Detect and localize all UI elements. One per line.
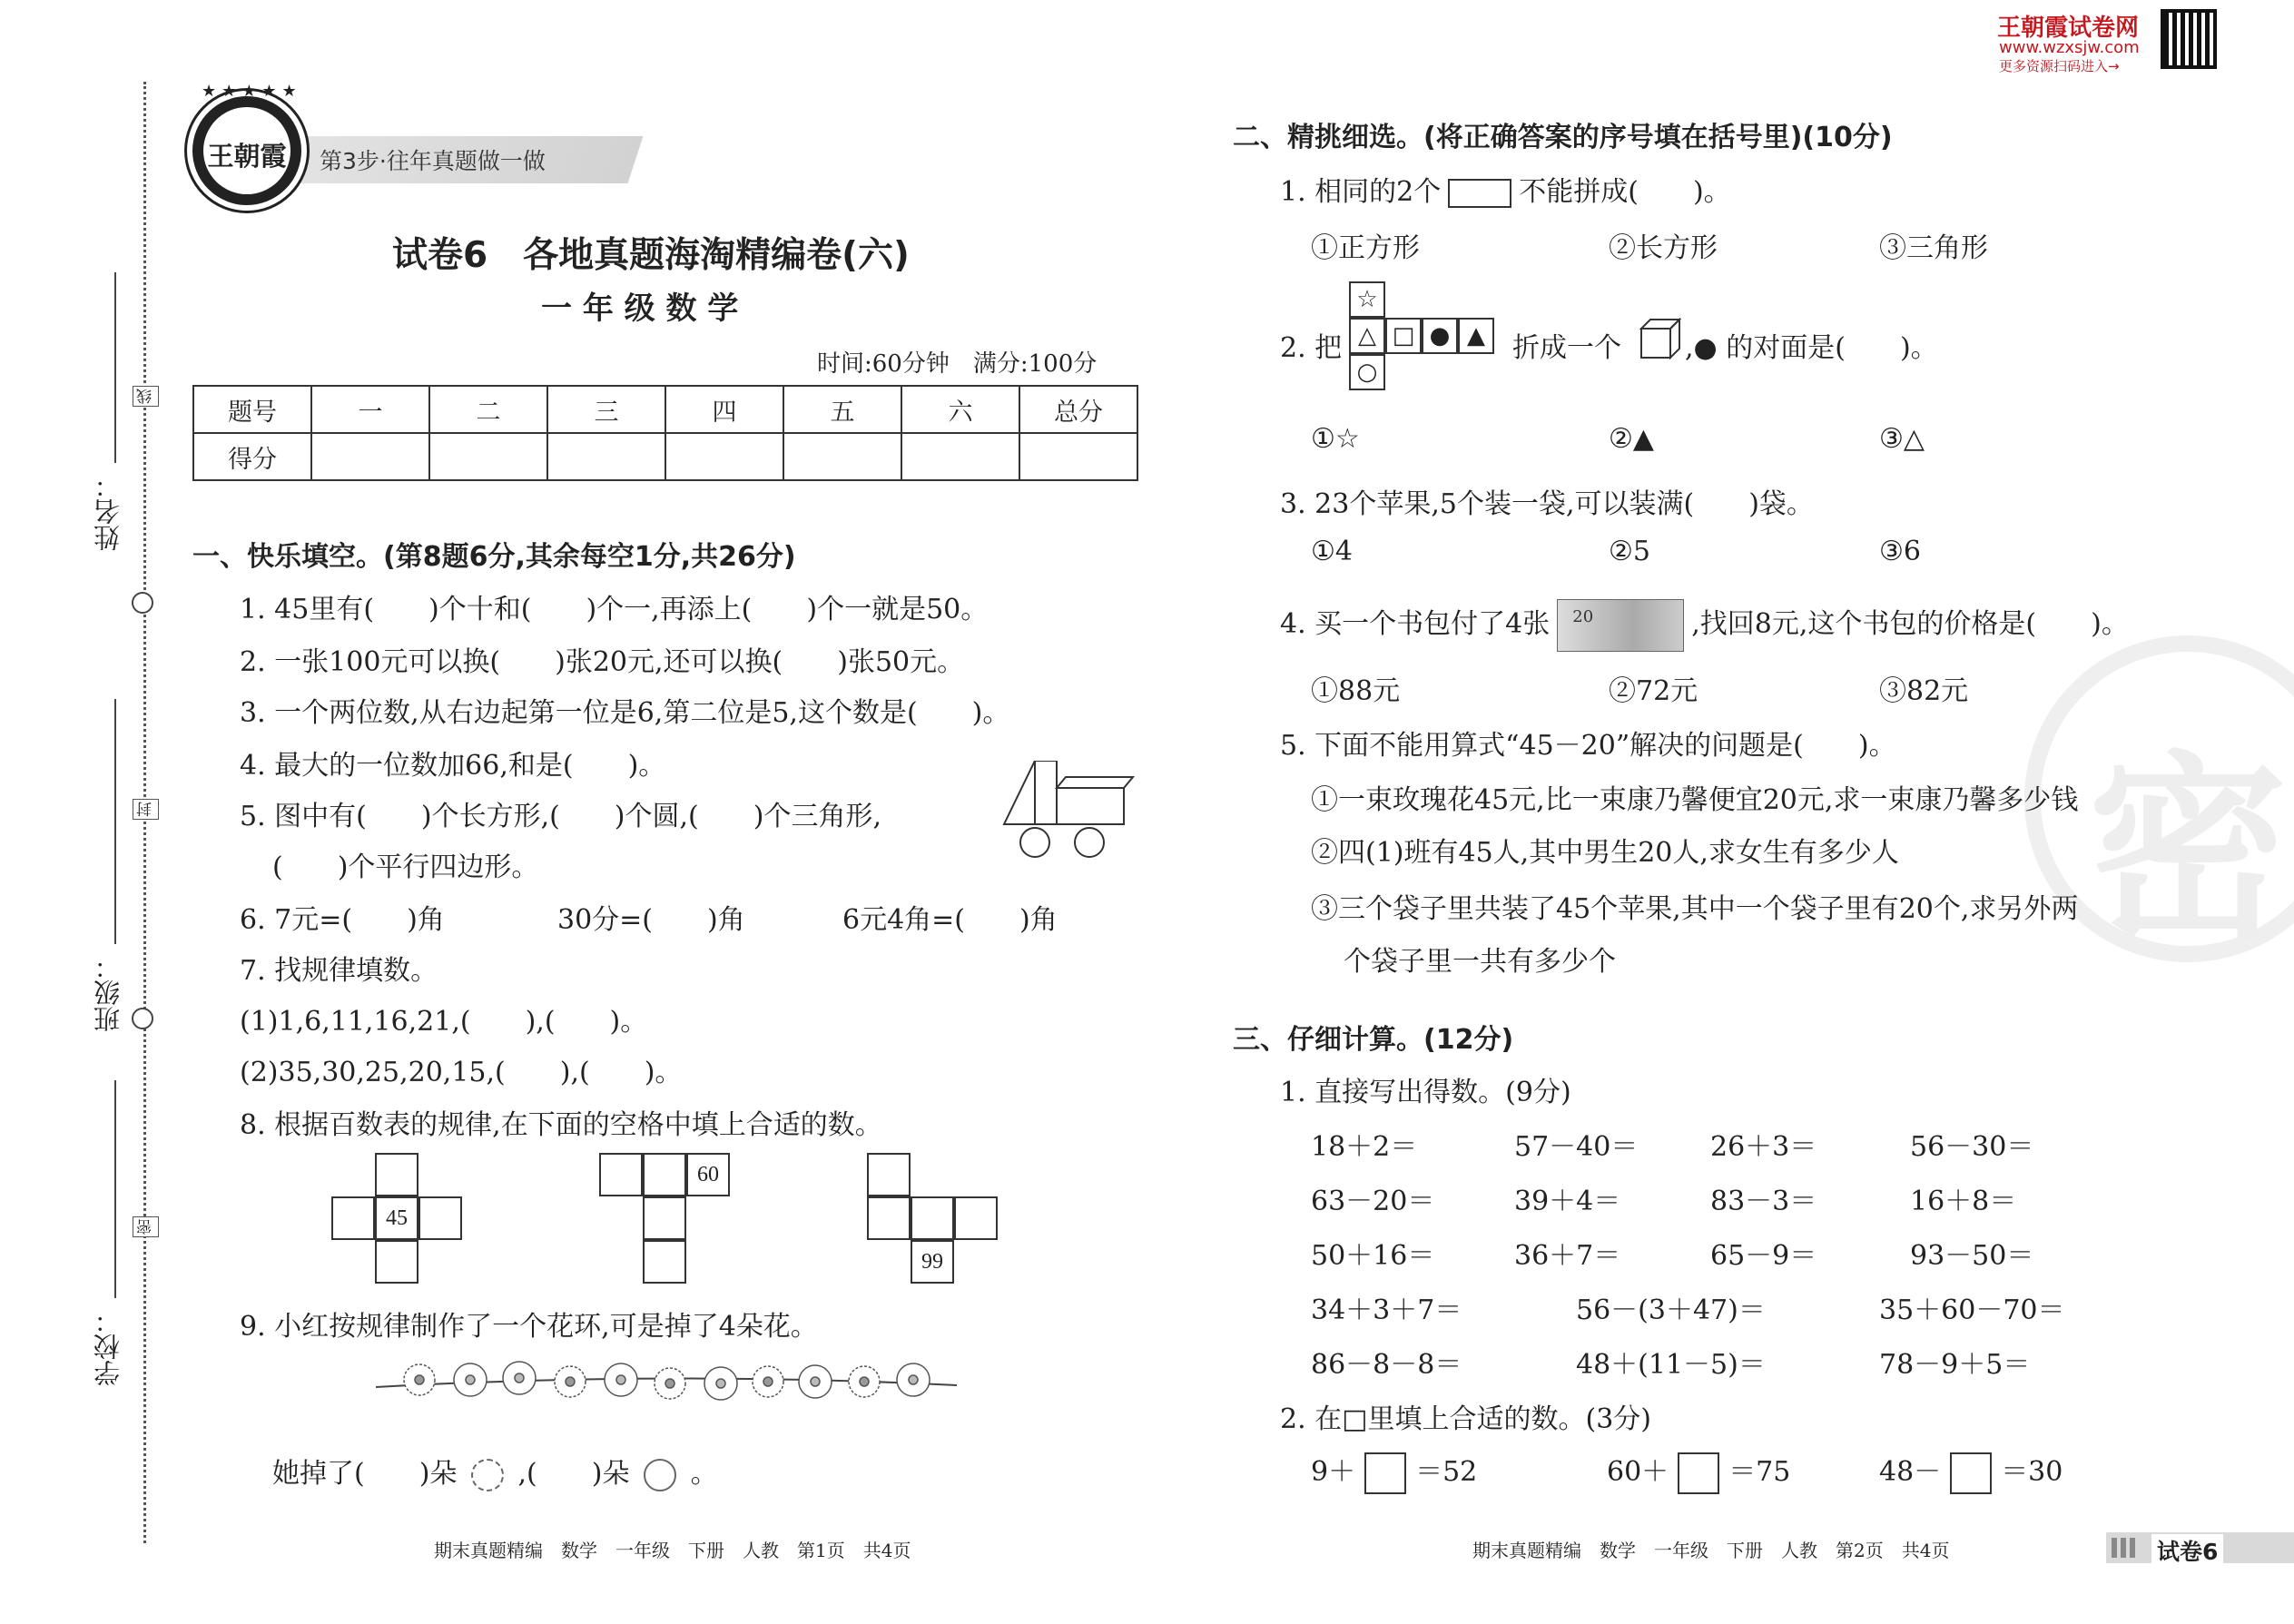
s1-q8: 8. 根据百数表的规律,在下面的空格中填上合适的数。: [240, 1109, 882, 1141]
net-face-triangle: △: [1349, 318, 1385, 354]
s2-q3-opt2[interactable]: ②5: [1609, 536, 1650, 567]
s2-q5-opt3a[interactable]: ③三个袋子里共装了45个苹果,其中一个袋子里有20个,求另外两: [1311, 893, 2079, 925]
name-label: 姓名：: [93, 472, 123, 551]
s1-q9-answer-b: ,( )朵: [517, 1458, 630, 1490]
step-label: 第3步·往年真题做一做: [320, 148, 546, 174]
s1-q5b: ( )个平行四边形。: [272, 851, 539, 883]
score-cell: 题号: [193, 386, 311, 433]
calc-item: 48＋(11－5)＝: [1576, 1349, 1766, 1381]
s2-q5-opt2[interactable]: ②四(1)班有45人,其中男生20人,求女生有多少人: [1311, 837, 1899, 869]
logo-text: 王朝霞: [207, 141, 287, 172]
s2-q4-opt3[interactable]: ③82元: [1879, 675, 1969, 707]
answer-box[interactable]: [1950, 1452, 1992, 1494]
footer-left: 期末真题精编 数学 一年级 下册 人教 第1页 共4页: [434, 1540, 911, 1561]
watermark-char: 密: [2088, 734, 2289, 967]
score-cell: 六: [901, 386, 1019, 433]
s2-q4: [1280, 599, 2129, 652]
calc-item: 16＋8＝: [1910, 1186, 2017, 1217]
s2-q4-opt2[interactable]: ②72元: [1609, 675, 1698, 707]
score-table: [192, 385, 1138, 481]
s3-q2: 2. 在□里填上合适的数。(3分): [1280, 1403, 1651, 1435]
s1-q2: 2. 一张100元可以换( )张20元,还可以换( )张50元。: [240, 646, 965, 678]
s1-q1: 1. 45里有( )个十和( )个一,再添上( )个一就是50。: [240, 594, 989, 625]
dotted-flower-icon: [471, 1459, 504, 1491]
binding-circle: [132, 592, 153, 614]
s2-q4-a: 4. 买一个书包付了4张: [1280, 608, 1551, 640]
flower-garland: [376, 1353, 957, 1411]
score-cell: 五: [783, 386, 901, 433]
score-cell: 二: [429, 386, 547, 433]
paper-title: 试卷6 各地真题海淘精编卷(六): [392, 235, 910, 276]
s2-q2-b: 折成一个: [1512, 332, 1621, 364]
brand-sub: 更多资源扫码进入→: [1999, 58, 2120, 74]
brand-url: www.wzxsjw.com: [1999, 38, 2140, 57]
score-input[interactable]: [547, 433, 665, 480]
net-face-dot: ●: [1422, 318, 1458, 354]
grid-blank[interactable]: [418, 1196, 462, 1240]
banknote-value: 20: [1572, 607, 1594, 626]
calc-item: 56－(3＋47)＝: [1576, 1294, 1766, 1326]
s2-q4-b: ,找回8元,这个书包的价格是( )。: [1691, 608, 2129, 640]
fill-post: ＝30: [2001, 1456, 2063, 1488]
net-face-star: ☆: [1349, 281, 1385, 318]
s1-q7-2: (2)35,30,25,20,15,( ),( )。: [240, 1057, 683, 1088]
s1-q9-answer: [272, 1451, 718, 1491]
seal-char-mi: 密: [133, 1216, 159, 1237]
grid-blank[interactable]: [375, 1240, 418, 1284]
grid-blank[interactable]: [867, 1153, 911, 1196]
fill-item: [1879, 1449, 2063, 1494]
calc-item: 39＋4＝: [1514, 1186, 1621, 1217]
grid-blank[interactable]: [911, 1196, 954, 1240]
score-table-score-row: [193, 433, 1137, 480]
s1-q9-answer-c: 。: [690, 1458, 718, 1490]
score-input[interactable]: [783, 433, 901, 480]
score-cell: 三: [547, 386, 665, 433]
calc-item: 56－30＝: [1910, 1131, 2034, 1163]
s2-q5: 5. 下面不能用算式“45－20”解决的问题是( )。: [1280, 730, 1896, 762]
s2-q2-opt3[interactable]: ③△: [1879, 423, 1925, 455]
fill-item: [1607, 1449, 1790, 1494]
s1-q9-answer-a: 她掉了( )朵: [272, 1458, 458, 1490]
time-info: 时间:60分钟 满分:100分: [817, 350, 1098, 378]
score-cell: 总分: [1019, 386, 1137, 433]
calc-item: 65－9＝: [1710, 1240, 1817, 1272]
grid-blank[interactable]: [643, 1196, 686, 1240]
paper-tag: 试卷6: [2151, 1534, 2223, 1567]
score-input[interactable]: [665, 433, 783, 480]
score-input[interactable]: [901, 433, 1019, 480]
s2-q3: 3. 23个苹果,5个装一袋,可以装满( )袋。: [1280, 488, 1814, 520]
s1-q6c: 6元4角=( )角: [842, 904, 1058, 936]
grid-blank[interactable]: [867, 1196, 911, 1240]
s1-q6a: 6. 7元=( )角: [240, 904, 445, 936]
binding-circle: [132, 1008, 153, 1029]
calc-item: 35＋60－70＝: [1879, 1294, 2065, 1326]
fill-post: ＝75: [1728, 1456, 1791, 1488]
brand-site-name: 王朝霞试卷网: [1997, 15, 2140, 42]
s2-q5-opt1[interactable]: ①一束玫瑰花45元,比一束康乃馨便宜20元,求一束康乃馨多少钱: [1311, 784, 2079, 816]
banknote-icon: [1557, 599, 1684, 652]
grid-blank[interactable]: [331, 1196, 375, 1240]
s1-q9: 9. 小红按规律制作了一个花环,可是掉了4朵花。: [240, 1311, 818, 1343]
grid-blank[interactable]: [643, 1153, 686, 1196]
s1-q7-1: (1)1,6,11,16,21,( ),( )。: [240, 1006, 648, 1038]
grid-blank[interactable]: [643, 1240, 686, 1284]
calc-item: 50＋16＝: [1311, 1240, 1435, 1272]
score-input[interactable]: [1019, 433, 1137, 480]
s2-q5-opt3b: 个袋子里一共有多少个: [1344, 946, 1616, 978]
fill-post: ＝52: [1415, 1456, 1478, 1488]
class-label: 班级：: [93, 953, 123, 1032]
fill-pre: 60＋: [1607, 1456, 1669, 1488]
calc-item: 36＋7＝: [1514, 1240, 1621, 1272]
paper-subtitle: 一 年 级 数 学: [541, 290, 739, 327]
s1-q3: 3. 一个两位数,从右边起第一位是6,第二位是5,这个数是( )。: [240, 697, 1010, 729]
grid-given: 60: [686, 1153, 730, 1196]
calc-item: 93－50＝: [1910, 1240, 2034, 1272]
answer-box[interactable]: [1364, 1452, 1406, 1494]
fill-pre: 48－: [1879, 1456, 1942, 1488]
s2-q3-opt3[interactable]: ③6: [1879, 536, 1921, 567]
calc-item: 26＋3＝: [1710, 1131, 1817, 1163]
s2-q1: [1280, 169, 1731, 209]
cube-icon: [1639, 318, 1681, 359]
star-icon: ★★★★★: [202, 82, 302, 101]
name-line: [114, 272, 116, 463]
score-cell: 一: [311, 386, 429, 433]
rectangle-icon: [1448, 179, 1511, 208]
grid-blank[interactable]: [954, 1196, 998, 1240]
section3-heading: 三、仔细计算。(12分): [1233, 1024, 1514, 1056]
net-face-square: □: [1385, 318, 1422, 354]
school-label: 学校：: [93, 1307, 123, 1386]
grid-blank[interactable]: [375, 1153, 418, 1196]
calc-item: 34＋3＋7＝: [1311, 1294, 1462, 1326]
fill-pre: 9＋: [1311, 1456, 1356, 1488]
s2-q1-opt1[interactable]: ①正方形: [1311, 232, 1420, 264]
grid-given: 99: [911, 1240, 954, 1284]
s2-q2-opt1[interactable]: ①☆: [1311, 423, 1360, 455]
s2-q2-c: ,● 的对面是( )。: [1685, 332, 1938, 364]
truck-figure: [999, 761, 1135, 862]
calc-item: 63－20＝: [1311, 1186, 1435, 1217]
score-cell: 四: [665, 386, 783, 433]
footer-right: 期末真题精编 数学 一年级 下册 人教 第2页 共4页: [1472, 1540, 1950, 1561]
calc-item: 83－3＝: [1710, 1186, 1817, 1217]
s2-q4-opt1[interactable]: ①88元: [1311, 675, 1401, 707]
score-input[interactable]: [429, 433, 547, 480]
net-face-solid-triangle: ▲: [1458, 318, 1494, 354]
school-line: [114, 1080, 116, 1298]
s1-q5a: 5. 图中有( )个长方形,( )个圆,( )个三角形,: [240, 801, 881, 832]
grid-blank[interactable]: [599, 1153, 643, 1196]
section1-heading: 一、快乐填空。(第8题6分,其余每空1分,共26分): [192, 541, 796, 573]
calc-item: 18＋2＝: [1311, 1131, 1418, 1163]
fill-item: [1311, 1449, 1477, 1494]
seal-char-xian: 线: [133, 386, 159, 407]
s2-q1-b: 不能拼成( )。: [1519, 176, 1731, 208]
score-input[interactable]: [311, 433, 429, 480]
class-line: [114, 699, 116, 944]
plain-flower-icon: [644, 1459, 676, 1491]
grid-given: 45: [375, 1196, 418, 1240]
s2-q1-opt2[interactable]: ②长方形: [1609, 232, 1718, 264]
s3-q1: 1. 直接写出得数。(9分): [1280, 1077, 1571, 1108]
calc-item: 86－8－8＝: [1311, 1349, 1462, 1381]
section2-heading: 二、精挑细选。(将正确答案的序号填在括号里)(10分): [1233, 122, 1893, 153]
s1-q7: 7. 找规律填数。: [240, 955, 438, 987]
net-face-circle: ○: [1349, 354, 1385, 390]
s2-q1-a: 1. 相同的2个: [1280, 176, 1442, 208]
page-tag-dots: [2112, 1538, 2135, 1558]
calc-item: 78－9＋5＝: [1879, 1349, 2031, 1381]
s2-q2-opt2[interactable]: ②▲: [1609, 423, 1654, 455]
score-row-label: 得分: [193, 433, 311, 480]
s2-q1-opt3[interactable]: ③三角形: [1879, 232, 1988, 264]
s1-q4: 4. 最大的一位数加66,和是( )。: [240, 750, 666, 782]
s1-q6b: 30分=( )角: [557, 904, 745, 936]
calc-item: 57－40＝: [1514, 1131, 1639, 1163]
qr-code-icon[interactable]: [2161, 9, 2217, 69]
s2-q2-a: 2. 把: [1280, 332, 1343, 364]
score-table-header-row: [193, 386, 1137, 433]
answer-box[interactable]: [1678, 1452, 1719, 1494]
seal-char-feng: 封: [133, 799, 159, 820]
s2-q3-opt1[interactable]: ①4: [1311, 536, 1353, 567]
